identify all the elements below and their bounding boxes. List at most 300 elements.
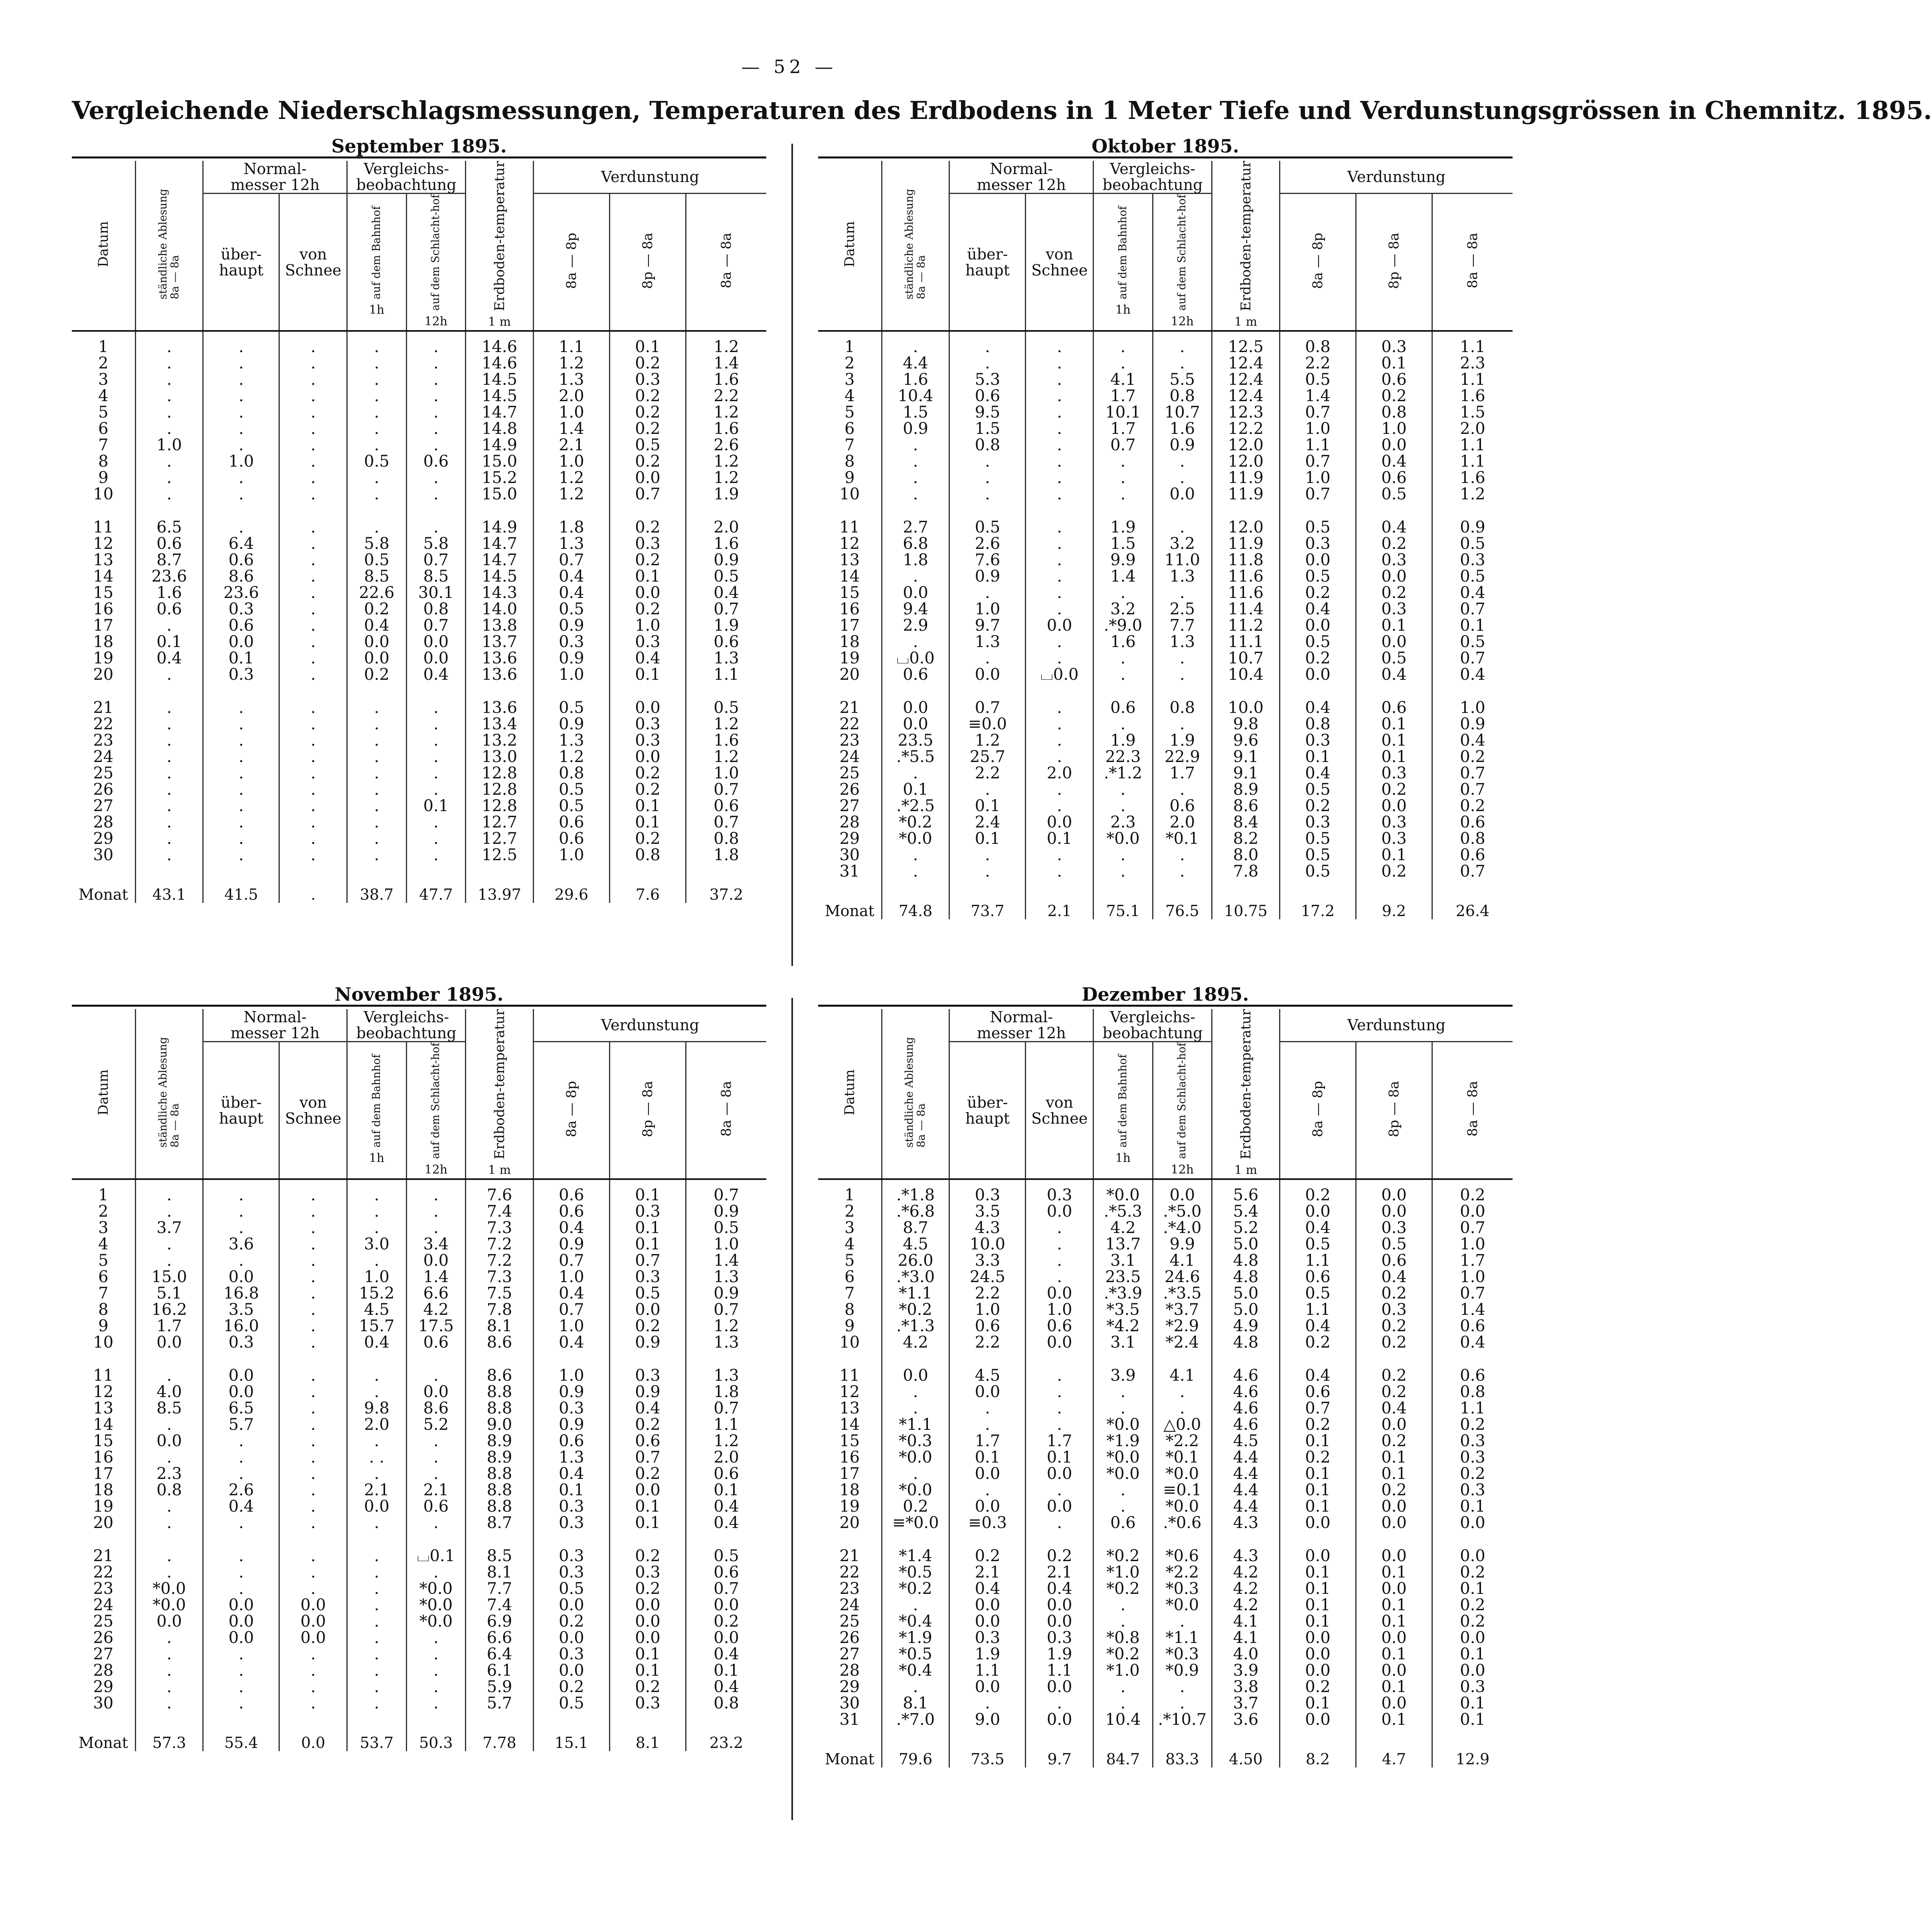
data-cell: 1.3 bbox=[686, 1368, 766, 1384]
data-cell: 0.2 bbox=[1432, 1466, 1513, 1482]
data-cell: 0.2 bbox=[1356, 1433, 1432, 1449]
data-cell: 0.1 bbox=[949, 831, 1026, 847]
data-cell: 5.9 bbox=[466, 1679, 534, 1695]
data-cell: 1.2 bbox=[533, 749, 609, 765]
data-cell: . bbox=[1094, 355, 1153, 372]
spacer-cell bbox=[406, 683, 466, 700]
von-label: von bbox=[299, 245, 327, 263]
header-erdboden bbox=[1212, 1009, 1280, 1179]
data-cell: 0.3 bbox=[609, 372, 686, 388]
data-cell: 12.5 bbox=[1212, 331, 1280, 355]
data-cell: 0.2 bbox=[609, 1318, 686, 1334]
day-cell: 10 bbox=[93, 1333, 114, 1352]
data-cell: 0.3 bbox=[609, 1564, 686, 1581]
data-cell: 0.4 bbox=[1432, 732, 1513, 749]
data-cell: 0.6 bbox=[1432, 847, 1513, 863]
data-cell: . bbox=[347, 404, 407, 421]
data-cell: . bbox=[406, 1179, 466, 1203]
data-cell: 0.1 bbox=[882, 782, 949, 798]
data-cell: 8.4 bbox=[1212, 814, 1280, 831]
data-cell: 5.0 bbox=[1212, 1302, 1280, 1318]
table-row bbox=[72, 1400, 766, 1417]
data-cell: . bbox=[135, 618, 203, 634]
data-cell: 4.0 bbox=[1212, 1646, 1280, 1663]
day-cell: 24 bbox=[93, 1595, 114, 1614]
data-cell: . bbox=[1094, 470, 1153, 486]
day-cell: 11 bbox=[93, 518, 114, 536]
data-cell: 0.6 bbox=[686, 1564, 766, 1581]
data-cell: 10.4 bbox=[1094, 1712, 1153, 1728]
data-cell: . bbox=[279, 1498, 347, 1515]
data-cell: . bbox=[135, 421, 203, 437]
data-cell: 0.5 bbox=[533, 1581, 609, 1597]
data-cell: 0.4 bbox=[1432, 585, 1513, 601]
data-cell: 13.7 bbox=[1094, 1236, 1153, 1253]
month-heading: Dezember 1895. bbox=[1082, 984, 1249, 1005]
data-cell: . bbox=[1026, 536, 1094, 552]
data-cell: 0.4 bbox=[949, 1581, 1026, 1597]
data-cell: . bbox=[135, 1417, 203, 1433]
data-cell: 0.2 bbox=[1432, 1613, 1513, 1630]
data-cell: 0.4 bbox=[1279, 765, 1356, 782]
data-cell: 3.2 bbox=[1094, 601, 1153, 618]
data-cell: . bbox=[279, 1482, 347, 1498]
data-cell: 1.3 bbox=[533, 372, 609, 388]
day-cell: 25 bbox=[93, 764, 114, 782]
spacer-cell bbox=[72, 503, 135, 519]
table-row bbox=[818, 552, 1513, 568]
data-cell: . bbox=[406, 1449, 466, 1466]
data-cell: . bbox=[882, 1466, 949, 1482]
data-cell: 3.1 bbox=[1094, 1253, 1153, 1269]
data-cell: . bbox=[279, 1581, 347, 1597]
data-cell: 0.0 bbox=[1432, 1515, 1513, 1531]
data-cell: 0.4 bbox=[1279, 1368, 1356, 1384]
data-cell: 0.2 bbox=[1356, 1285, 1432, 1302]
day-cell: 27 bbox=[839, 796, 860, 815]
data-cell: 0.1 bbox=[1026, 1449, 1094, 1466]
day-cell: 7 bbox=[98, 1284, 109, 1302]
total-cell: 83.3 bbox=[1153, 1728, 1212, 1767]
day-cell: 29 bbox=[93, 829, 114, 848]
data-cell: 1.0 bbox=[686, 765, 766, 782]
data-cell: . bbox=[1026, 331, 1094, 355]
data-cell: 3.9 bbox=[1212, 1663, 1280, 1679]
spacer-cell bbox=[686, 683, 766, 700]
total-cell: 38.7 bbox=[347, 863, 407, 903]
data-cell: 0.1 bbox=[1432, 1581, 1513, 1597]
data-cell: . bbox=[1026, 1269, 1094, 1285]
data-cell: 4.1 bbox=[1094, 372, 1153, 388]
header-verdunstung bbox=[533, 1009, 766, 1042]
data-cell: . bbox=[135, 1630, 203, 1646]
total-cell: 4.7 bbox=[1356, 1728, 1432, 1767]
header-bahnhof bbox=[347, 1042, 407, 1179]
datum-label: Datum bbox=[841, 1069, 858, 1115]
data-cell: 11.9 bbox=[1212, 486, 1280, 503]
data-cell: . bbox=[347, 1548, 407, 1564]
data-cell: 0.7 bbox=[686, 1302, 766, 1318]
data-cell: *0.0 bbox=[406, 1581, 466, 1597]
data-cell: . bbox=[203, 782, 279, 798]
data-cell: . bbox=[203, 1646, 279, 1663]
data-cell: . bbox=[203, 421, 279, 437]
data-cell: *1.1 bbox=[1153, 1630, 1212, 1646]
data-cell: 0.2 bbox=[1356, 1334, 1432, 1351]
data-cell: 9.1 bbox=[1212, 765, 1280, 782]
data-cell: *0.3 bbox=[882, 1433, 949, 1449]
data-cell: . bbox=[135, 388, 203, 404]
data-cell: 0.3 bbox=[533, 634, 609, 650]
data-cell: 1.9 bbox=[1094, 519, 1153, 536]
data-cell: 1.2 bbox=[686, 1433, 766, 1449]
data-cell: . bbox=[406, 355, 466, 372]
data-cell: 0.7 bbox=[686, 814, 766, 831]
data-cell: 14.3 bbox=[466, 585, 534, 601]
data-cell: 3.1 bbox=[1094, 1334, 1153, 1351]
spacer-cell bbox=[818, 683, 882, 700]
header-bahnhof bbox=[347, 194, 407, 331]
data-cell: . bbox=[1094, 1482, 1153, 1498]
data-cell: . bbox=[406, 765, 466, 782]
data-cell: 0.0 bbox=[347, 650, 407, 667]
data-cell: . bbox=[347, 437, 407, 453]
day-cell: 16 bbox=[93, 1448, 114, 1467]
table-row bbox=[72, 568, 766, 585]
data-cell: 0.2 bbox=[1432, 1597, 1513, 1613]
header-ueberhaupt bbox=[949, 1042, 1026, 1179]
table-row bbox=[72, 1203, 766, 1220]
data-cell: . bbox=[279, 765, 347, 782]
spacer-cell bbox=[279, 503, 347, 519]
day-cell: 18 bbox=[93, 632, 114, 651]
schlachthof-unit: 12h bbox=[424, 314, 448, 329]
data-cell: . bbox=[135, 1515, 203, 1531]
data-cell: 0.0 bbox=[1356, 1581, 1432, 1597]
data-cell: 4.2 bbox=[882, 1334, 949, 1351]
data-cell: 0.0 bbox=[1356, 1630, 1432, 1646]
v3-label: 8a — 8a bbox=[1464, 1081, 1481, 1137]
data-cell: . bbox=[279, 634, 347, 650]
day-cell: 22 bbox=[93, 1563, 114, 1581]
day-cell: 19 bbox=[839, 1497, 860, 1516]
data-cell: *0.0 bbox=[1094, 1449, 1153, 1466]
data-cell: . bbox=[203, 437, 279, 453]
data-cell: 1.2 bbox=[1432, 486, 1513, 503]
data-cell: 0.1 bbox=[1356, 1646, 1432, 1663]
data-cell: . bbox=[882, 470, 949, 486]
day-cell: 27 bbox=[93, 1645, 114, 1663]
data-cell: 3.5 bbox=[203, 1302, 279, 1318]
data-cell: 0.1 bbox=[1356, 1466, 1432, 1482]
data-cell: 0.5 bbox=[1432, 536, 1513, 552]
data-cell: . bbox=[135, 667, 203, 683]
header-datum bbox=[818, 1009, 882, 1179]
data-cell: 23.5 bbox=[1094, 1269, 1153, 1285]
spacer-cell bbox=[1153, 683, 1212, 700]
data-cell: 12.7 bbox=[466, 814, 534, 831]
data-cell: 10.1 bbox=[1094, 404, 1153, 421]
day-cell: 15 bbox=[839, 1431, 860, 1450]
data-cell: 1.6 bbox=[686, 372, 766, 388]
data-cell: 0.9 bbox=[533, 716, 609, 732]
data-cell: 4.6 bbox=[1212, 1384, 1280, 1400]
data-cell: 14.5 bbox=[466, 568, 534, 585]
data-cell: 0.7 bbox=[1279, 486, 1356, 503]
data-cell: 11.0 bbox=[1153, 552, 1212, 568]
data-cell: 17.5 bbox=[406, 1318, 466, 1334]
data-cell: 12.5 bbox=[466, 847, 534, 863]
data-cell: 0.2 bbox=[1279, 585, 1356, 601]
data-cell: 0.7 bbox=[1094, 437, 1153, 453]
table-row bbox=[72, 1695, 766, 1712]
data-cell: . bbox=[347, 1630, 407, 1646]
data-cell: . bbox=[1153, 847, 1212, 863]
data-cell: 4.1 bbox=[1153, 1253, 1212, 1269]
data-cell: 0.6 bbox=[533, 831, 609, 847]
data-cell: 0.0 bbox=[609, 1302, 686, 1318]
data-cell: 0.0 bbox=[1026, 1712, 1094, 1728]
data-cell: 0.8 bbox=[1279, 716, 1356, 732]
data-cell: 0.9 bbox=[1153, 437, 1212, 453]
data-cell: *0.0 bbox=[1094, 1179, 1153, 1203]
data-cell: 4.5 bbox=[1212, 1433, 1280, 1449]
data-cell: 0.1 bbox=[1279, 1695, 1356, 1712]
data-table bbox=[72, 161, 766, 903]
data-cell: 1.6 bbox=[1153, 421, 1212, 437]
data-cell: 0.9 bbox=[533, 1417, 609, 1433]
data-cell: 16.8 bbox=[203, 1285, 279, 1302]
data-cell: . bbox=[1094, 585, 1153, 601]
data-cell: . bbox=[406, 716, 466, 732]
data-cell: 4.4 bbox=[1212, 1466, 1280, 1482]
data-cell: 0.0 bbox=[347, 634, 407, 650]
day-cell: 18 bbox=[93, 1480, 114, 1499]
day-cell: 1 bbox=[844, 337, 855, 356]
day-cell: 3 bbox=[98, 1218, 109, 1237]
header-erdboden bbox=[466, 1009, 534, 1179]
data-cell: 0.2 bbox=[1356, 1384, 1432, 1400]
data-cell: . bbox=[949, 1417, 1026, 1433]
data-cell: 0.1 bbox=[1432, 1695, 1513, 1712]
total-cell: 73.7 bbox=[949, 880, 1026, 919]
data-cell: 0.0 bbox=[533, 1663, 609, 1679]
ueberhaupt2-label: haupt bbox=[219, 261, 263, 279]
spacer-cell bbox=[1432, 1351, 1513, 1368]
data-cell: . bbox=[135, 1548, 203, 1564]
data-cell: 0.6 bbox=[533, 1433, 609, 1449]
data-cell: 0.0 bbox=[1279, 1646, 1356, 1663]
data-cell: 0.3 bbox=[533, 1515, 609, 1531]
spacer-cell bbox=[203, 1351, 279, 1368]
table-row bbox=[72, 404, 766, 421]
data-cell: 8.5 bbox=[406, 568, 466, 585]
table-row bbox=[818, 650, 1513, 667]
data-cell: 0.2 bbox=[609, 765, 686, 782]
data-cell: . bbox=[279, 1417, 347, 1433]
data-cell: 0.6 bbox=[1153, 798, 1212, 814]
day-cell: 8 bbox=[98, 452, 109, 471]
data-cell: 0.2 bbox=[1356, 585, 1432, 601]
data-cell: . bbox=[1094, 847, 1153, 863]
data-cell: 0.3 bbox=[533, 1646, 609, 1663]
bahnhof-label: auf dem Bahnhof bbox=[1116, 1054, 1129, 1148]
data-cell: 4.4 bbox=[1212, 1449, 1280, 1466]
header-row bbox=[72, 161, 766, 194]
data-cell: . bbox=[347, 1203, 407, 1220]
schnee-label: Schnee bbox=[285, 1109, 342, 1127]
data-table bbox=[72, 1009, 766, 1751]
data-cell: . bbox=[406, 437, 466, 453]
data-cell: 0.4 bbox=[533, 568, 609, 585]
data-cell: 1.6 bbox=[1432, 470, 1513, 486]
data-cell: 0.0 bbox=[406, 634, 466, 650]
day-cell: 14 bbox=[93, 567, 114, 586]
header-v1 bbox=[1279, 194, 1356, 331]
total-cell: 50.3 bbox=[406, 1712, 466, 1751]
data-cell: . bbox=[882, 1597, 949, 1613]
data-cell: 6.6 bbox=[406, 1285, 466, 1302]
data-cell: 14.9 bbox=[466, 437, 534, 453]
data-cell: 0.3 bbox=[609, 1269, 686, 1285]
data-cell: 0.5 bbox=[1279, 519, 1356, 536]
data-cell: . bbox=[1026, 585, 1094, 601]
data-cell: 8.1 bbox=[466, 1564, 534, 1581]
v1-label: 8a — 8p bbox=[563, 1081, 579, 1137]
data-cell: *0.5 bbox=[882, 1564, 949, 1581]
data-cell: . bbox=[203, 388, 279, 404]
data-cell: . bbox=[406, 486, 466, 503]
data-cell: 0.6 bbox=[1356, 372, 1432, 388]
data-cell: 0.4 bbox=[1279, 700, 1356, 716]
data-cell: 1.9 bbox=[686, 618, 766, 634]
data-cell: . bbox=[949, 1482, 1026, 1498]
data-cell: 8.9 bbox=[1212, 782, 1280, 798]
data-table bbox=[818, 161, 1513, 919]
total-cell: 74.8 bbox=[882, 880, 949, 919]
table-row bbox=[818, 1433, 1513, 1449]
data-cell: .*9.0 bbox=[1094, 618, 1153, 634]
data-cell: 0.1 bbox=[609, 1646, 686, 1663]
data-cell: 0.1 bbox=[1356, 1679, 1432, 1695]
data-cell: 4.4 bbox=[882, 355, 949, 372]
data-cell: 1.5 bbox=[882, 404, 949, 421]
data-cell: . bbox=[279, 749, 347, 765]
data-cell: . bbox=[203, 355, 279, 372]
data-cell: 0.5 bbox=[1279, 847, 1356, 863]
data-cell: 0.4 bbox=[533, 585, 609, 601]
data-cell: 0.2 bbox=[609, 1417, 686, 1433]
data-cell: 0.3 bbox=[1432, 1679, 1513, 1695]
total-cell: 13.97 bbox=[466, 863, 534, 903]
data-cell: *1.0 bbox=[1094, 1564, 1153, 1581]
data-cell: 23.6 bbox=[203, 585, 279, 601]
data-cell: . bbox=[203, 1548, 279, 1564]
spacer-cell bbox=[1153, 1351, 1212, 1368]
header-vergleich bbox=[347, 1009, 466, 1042]
data-cell: . bbox=[279, 667, 347, 683]
day-cell: 20 bbox=[839, 665, 860, 684]
erdboden-unit: 1 m bbox=[1234, 1163, 1258, 1177]
spacer-cell bbox=[818, 503, 882, 519]
data-cell: . bbox=[203, 700, 279, 716]
data-cell: 10.4 bbox=[882, 388, 949, 404]
spacer-cell bbox=[533, 683, 609, 700]
month-heading: Oktober 1895. bbox=[1092, 135, 1239, 157]
header-ueberhaupt bbox=[203, 194, 279, 331]
data-cell: 0.8 bbox=[406, 601, 466, 618]
data-cell: 0.3 bbox=[609, 1695, 686, 1712]
data-cell: 1.7 bbox=[1432, 1253, 1513, 1269]
day-cell: 8 bbox=[844, 452, 855, 471]
data-cell: 2.1 bbox=[949, 1564, 1026, 1581]
spacer-cell bbox=[818, 1531, 882, 1548]
data-cell: . bbox=[135, 1498, 203, 1515]
vergleich2-label: beobachtung bbox=[1102, 1024, 1203, 1042]
data-cell: 0.1 bbox=[1279, 1498, 1356, 1515]
data-cell: 0.1 bbox=[1279, 1433, 1356, 1449]
data-cell: 14.6 bbox=[466, 355, 534, 372]
data-cell: 2.2 bbox=[949, 1285, 1026, 1302]
schnee-label: Schnee bbox=[285, 261, 342, 279]
data-cell: 1.8 bbox=[686, 1384, 766, 1400]
table-row bbox=[818, 1236, 1513, 1253]
data-cell: 0.4 bbox=[686, 1515, 766, 1531]
data-cell: *0.6 bbox=[1153, 1548, 1212, 1564]
data-cell: . bbox=[347, 847, 407, 863]
spacer-cell bbox=[1094, 683, 1153, 700]
data-cell: .*1.3 bbox=[882, 1318, 949, 1334]
table-row bbox=[72, 634, 766, 650]
data-cell: 5.0 bbox=[1212, 1285, 1280, 1302]
day-cell: 23 bbox=[839, 1579, 860, 1598]
table-row bbox=[818, 1400, 1513, 1417]
data-cell: 0.1 bbox=[949, 1449, 1026, 1466]
data-cell: . bbox=[1026, 470, 1094, 486]
data-cell: 24.5 bbox=[949, 1269, 1026, 1285]
data-cell: 0.3 bbox=[1432, 1482, 1513, 1498]
spacer-cell bbox=[203, 1531, 279, 1548]
data-cell: . bbox=[135, 453, 203, 470]
data-cell: *0.8 bbox=[1094, 1630, 1153, 1646]
data-cell: . bbox=[279, 1220, 347, 1236]
data-cell: 0.0 bbox=[1432, 1548, 1513, 1564]
data-cell: 3.3 bbox=[949, 1253, 1026, 1269]
data-cell: 12.0 bbox=[1212, 519, 1280, 536]
data-cell: 9.8 bbox=[1212, 716, 1280, 732]
data-cell: *0.1 bbox=[1153, 831, 1212, 847]
data-cell: . bbox=[203, 847, 279, 863]
data-cell: 8.6 bbox=[406, 1400, 466, 1417]
data-cell: . bbox=[406, 732, 466, 749]
data-cell: *2.4 bbox=[1153, 1334, 1212, 1351]
data-cell: 0.0 bbox=[135, 1433, 203, 1449]
von-label: von bbox=[1046, 245, 1074, 263]
data-cell: . bbox=[279, 732, 347, 749]
data-cell: 15.2 bbox=[466, 470, 534, 486]
header-datum bbox=[72, 1009, 135, 1179]
data-cell: 0.6 bbox=[686, 634, 766, 650]
data-cell: 0.9 bbox=[533, 1236, 609, 1253]
data-cell: 12.4 bbox=[1212, 355, 1280, 372]
data-cell: . bbox=[1026, 519, 1094, 536]
data-cell: . bbox=[279, 1334, 347, 1351]
table-row bbox=[72, 1515, 766, 1531]
data-cell: 1.1 bbox=[686, 1417, 766, 1433]
data-cell: 5.7 bbox=[203, 1417, 279, 1433]
data-cell: 1.2 bbox=[533, 486, 609, 503]
data-cell: .*5.0 bbox=[1153, 1203, 1212, 1220]
